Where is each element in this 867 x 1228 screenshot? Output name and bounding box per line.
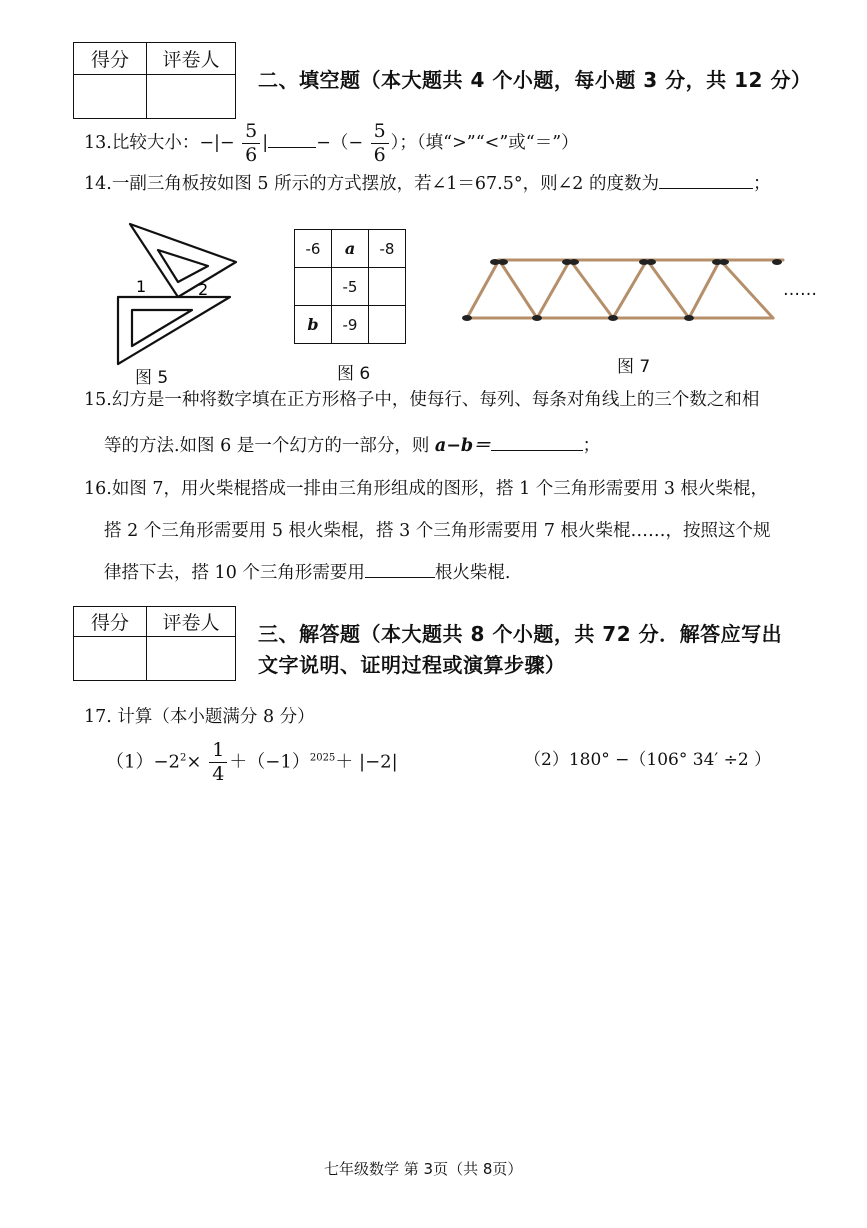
question-13 — [84, 122, 579, 165]
q17-part2: （2）180° −（106° 34′ ÷2 ） — [524, 750, 772, 770]
q16-answer-blank[interactable] — [365, 563, 435, 578]
q17-part1-times: × — [186, 751, 202, 773]
q13-fraction-left: $\frac{5}{6}$ — [242, 122, 260, 165]
magic-cell: -5 — [332, 268, 369, 306]
figure-7-matchsticks — [455, 248, 790, 328]
grader-label: 评卷人 — [147, 607, 236, 637]
question-14 — [84, 174, 770, 195]
q17-part1-a: （1）−2 — [106, 751, 180, 773]
grader-cell[interactable] — [147, 75, 236, 119]
q16-number: 16. — [84, 479, 112, 499]
q15-answer-blank[interactable] — [491, 436, 583, 451]
set-square-lower-inner — [132, 310, 192, 346]
q13-prefix: 比较大小： — [111, 133, 200, 153]
grader-label: 评卷人 — [147, 43, 236, 75]
q17-part1 — [106, 741, 398, 784]
score-cell[interactable] — [74, 75, 147, 119]
magic-cell-b: b — [295, 306, 332, 344]
grader-cell[interactable] — [147, 637, 236, 681]
section3-heading-line1: 三、解答题（本大题共 8 个小题，共 72 分．解答应写出 — [258, 622, 783, 646]
question-15-line1 — [84, 390, 759, 411]
figure-7-ellipsis: …… — [783, 280, 817, 300]
q15-tail: ； — [582, 436, 601, 456]
q17-part1-d: ＋ |−2| — [335, 751, 398, 773]
set-square-lower — [118, 297, 230, 364]
q13-number: 13. — [84, 133, 112, 153]
score-box-2 — [73, 606, 236, 681]
q14-tail: ； — [752, 174, 771, 194]
q14-text: 一副三角板按如图 5 所示的方式摆放，若∠1＝67.5°，则∠2 的度数为 — [111, 174, 659, 194]
magic-cell: -8 — [369, 230, 406, 268]
q13-mid: −（− — [316, 133, 363, 153]
figure-6-magic-square — [294, 229, 406, 344]
q13-tail: ）；（填“>”“<”或“＝”） — [390, 133, 579, 153]
q16-line3-tail: 根火柴棍. — [434, 563, 511, 583]
page-footer: 七年级数学 第 3页（共 8页） — [324, 1160, 523, 1178]
score-label: 得分 — [74, 43, 147, 75]
section2-heading: 二、填空题（本大题共 4 个小题，每小题 3 分，共 12 分） — [258, 68, 812, 92]
score-box-1 — [73, 42, 236, 119]
question-17-title: 17. 计算（本小题满分 8 分） — [84, 707, 315, 727]
q17-part1-c: ＋（−1） — [229, 751, 310, 773]
magic-cell-a: a — [332, 230, 369, 268]
magic-cell: -6 — [295, 230, 332, 268]
q14-number: 14. — [84, 174, 112, 194]
section3-heading-line2: 文字说明、证明过程或演算步骤） — [258, 653, 566, 677]
score-label: 得分 — [74, 607, 147, 637]
q16-line1: 如图 7，用火柴棍搭成一排由三角形组成的图形，搭 1 个三角形需要用 3 根火柴棍， — [111, 479, 769, 499]
q15-line1: 幻方是一种将数字填在正方形格子中，使每行、每列、每条对角线上的三个数之和相 — [111, 390, 760, 410]
question-16-line2: 搭 2 个三角形需要用 5 根火柴棍，搭 3 个三角形需要用 7 根火柴棍……，按照这个规 — [104, 521, 771, 541]
magic-cell — [369, 306, 406, 344]
q17-part1-exponent-2025: 2025 — [309, 752, 336, 764]
angle-1-label: 1 — [136, 277, 147, 296]
question-16-line1 — [84, 479, 768, 500]
figure-7-caption: 图 7 — [617, 357, 651, 377]
q15-expression: a−b＝ — [434, 436, 491, 456]
question-15-line2 — [104, 436, 600, 457]
q15-number: 15. — [84, 390, 112, 410]
magic-cell — [295, 268, 332, 306]
q13-answer-blank[interactable] — [268, 133, 316, 148]
q17-part1-fraction: $\frac{1}{4}$ — [209, 741, 227, 784]
q17-part1-exponent: 2 — [180, 752, 187, 764]
q13-left-a: −|− — [199, 133, 235, 153]
angle-2-label: 2 — [198, 280, 209, 299]
score-cell[interactable] — [74, 637, 147, 681]
q15-line2-prefix: 等的方法.如图 6 是一个幻方的一部分，则 — [104, 436, 435, 456]
figure-5-caption: 图 5 — [135, 368, 169, 388]
question-16-line3 — [104, 563, 510, 584]
q16-line3-prefix: 律搭下去，搭 10 个三角形需要用 — [104, 563, 365, 583]
q14-answer-blank[interactable] — [659, 174, 753, 189]
q13-left-b: | — [262, 133, 269, 153]
q13-fraction-right: $\frac{5}{6}$ — [371, 122, 389, 165]
magic-cell: -9 — [332, 306, 369, 344]
figure-5-set-squares — [100, 222, 245, 368]
magic-cell — [369, 268, 406, 306]
figure-6-caption: 图 6 — [337, 364, 371, 384]
